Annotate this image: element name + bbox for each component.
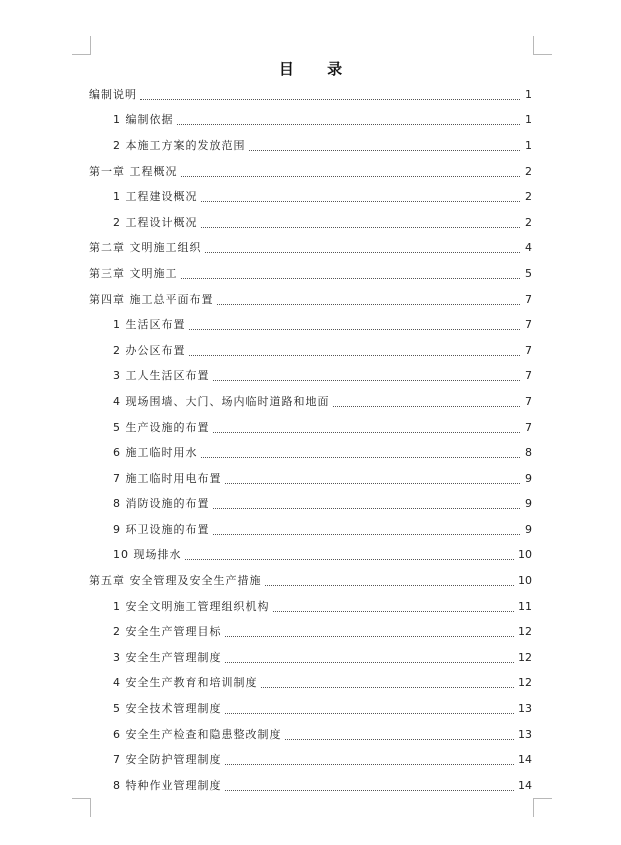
toc-entry-text: 4 安全生产教育和培训制度 xyxy=(113,676,258,690)
toc-entry-text: 2 安全生产管理目标 xyxy=(113,625,222,639)
toc-section-entry[interactable] xyxy=(89,389,532,415)
toc-entry-text: 1 生活区布置 xyxy=(113,318,186,332)
toc-section-entry[interactable] xyxy=(89,747,532,773)
toc-entry-text: 2 办公区布置 xyxy=(113,343,186,357)
toc-chapter-entry[interactable] xyxy=(89,261,532,287)
crop-mark-top-right xyxy=(533,36,552,55)
dot-leader xyxy=(201,446,521,458)
toc-page-number: 1 xyxy=(525,87,532,101)
toc-section-entry[interactable] xyxy=(89,645,532,671)
dot-leader xyxy=(201,190,521,202)
toc-entry-text: 2 工程设计概况 xyxy=(113,215,198,229)
toc-entry-text: 第三章 文明施工 xyxy=(89,266,178,280)
toc-section-entry[interactable] xyxy=(89,594,532,620)
toc-section-entry[interactable] xyxy=(89,440,532,466)
toc-chapter-entry[interactable] xyxy=(89,236,532,262)
toc-page-number: 7 xyxy=(525,343,532,357)
toc-section-entry[interactable] xyxy=(89,133,532,159)
toc-entry-text: 2 本施工方案的发放范围 xyxy=(113,138,246,152)
toc-page-number: 14 xyxy=(518,753,532,767)
toc-entry-text: 3 安全生产管理制度 xyxy=(113,650,222,664)
dot-leader xyxy=(333,395,521,407)
toc-page-number: 12 xyxy=(518,625,532,639)
toc-section-entry[interactable] xyxy=(89,671,532,697)
dot-leader xyxy=(189,344,521,356)
toc-entry-text: 3 工人生活区布置 xyxy=(113,369,210,383)
toc-section-entry[interactable] xyxy=(89,543,532,569)
dot-leader xyxy=(181,165,521,177)
toc-page-number: 10 xyxy=(518,574,532,588)
crop-mark-bottom-left xyxy=(72,798,91,817)
toc-entry-text: 第一章 工程概况 xyxy=(89,164,178,178)
toc-page-number: 12 xyxy=(518,650,532,664)
toc-page-number: 7 xyxy=(525,292,532,306)
dot-leader xyxy=(185,548,515,560)
dot-leader xyxy=(205,241,521,253)
table-of-contents xyxy=(89,82,532,799)
toc-entry-text: 5 安全技术管理制度 xyxy=(113,702,222,716)
toc-page-number: 2 xyxy=(525,190,532,204)
toc-entry-text: 1 编制依据 xyxy=(113,113,174,127)
toc-page-number: 9 xyxy=(525,497,532,511)
toc-section-entry[interactable] xyxy=(89,619,532,645)
crop-mark-top-left xyxy=(72,36,91,55)
dot-leader xyxy=(225,753,515,765)
toc-section-entry[interactable] xyxy=(89,312,532,338)
toc-section-entry[interactable] xyxy=(89,517,532,543)
toc-section-entry[interactable] xyxy=(89,696,532,722)
dot-leader xyxy=(140,88,520,100)
toc-page-number: 12 xyxy=(518,676,532,690)
dot-leader xyxy=(213,523,521,535)
toc-entry-text: 编制说明 xyxy=(89,87,137,101)
toc-section-entry[interactable] xyxy=(89,773,532,799)
toc-entry-text: 4 现场围墙、大门、场内临时道路和地面 xyxy=(113,394,330,408)
toc-page-number: 2 xyxy=(525,215,532,229)
toc-page-number: 1 xyxy=(525,138,532,152)
dot-leader xyxy=(225,651,515,663)
toc-chapter-entry[interactable] xyxy=(89,287,532,313)
toc-page-number: 14 xyxy=(518,778,532,792)
toc-page-number: 13 xyxy=(518,702,532,716)
toc-section-entry[interactable] xyxy=(89,338,532,364)
dot-leader xyxy=(181,267,521,279)
toc-section-entry[interactable] xyxy=(89,492,532,518)
dot-leader xyxy=(225,779,515,791)
toc-page-number: 7 xyxy=(525,394,532,408)
toc-page-number: 1 xyxy=(525,113,532,127)
toc-entry-text: 8 消防设施的布置 xyxy=(113,497,210,511)
toc-page-number: 7 xyxy=(525,369,532,383)
toc-entry-text: 6 安全生产检查和隐患整改制度 xyxy=(113,727,282,741)
dot-leader xyxy=(225,702,515,714)
toc-chapter-entry[interactable] xyxy=(89,568,532,594)
toc-section-entry[interactable] xyxy=(89,210,532,236)
toc-chapter-entry[interactable] xyxy=(89,159,532,185)
dot-leader xyxy=(225,625,515,637)
toc-entry-text: 6 施工临时用水 xyxy=(113,446,198,460)
toc-entry-text: 7 安全防护管理制度 xyxy=(113,753,222,767)
toc-entry-text: 10 现场排水 xyxy=(113,548,182,562)
toc-entry-text: 1 安全文明施工管理组织机构 xyxy=(113,599,270,613)
toc-section-entry[interactable] xyxy=(89,466,532,492)
toc-section-entry[interactable] xyxy=(89,364,532,390)
dot-leader xyxy=(217,293,521,305)
toc-entry-text: 第四章 施工总平面布置 xyxy=(89,292,214,306)
dot-leader xyxy=(273,600,515,612)
toc-section-entry[interactable] xyxy=(89,415,532,441)
toc-page-number: 8 xyxy=(525,446,532,460)
toc-entry-text: 第五章 安全管理及安全生产措施 xyxy=(89,574,262,588)
toc-page-number: 10 xyxy=(518,548,532,562)
toc-page-number: 7 xyxy=(525,420,532,434)
toc-page-number: 2 xyxy=(525,164,532,178)
toc-entry-text: 9 环卫设施的布置 xyxy=(113,522,210,536)
dot-leader xyxy=(213,497,521,509)
toc-page-number: 4 xyxy=(525,241,532,255)
toc-page-number: 7 xyxy=(525,318,532,332)
toc-page-number: 5 xyxy=(525,266,532,280)
toc-entry-text: 5 生产设施的布置 xyxy=(113,420,210,434)
crop-mark-bottom-right xyxy=(533,798,552,817)
toc-page-number: 9 xyxy=(525,471,532,485)
dot-leader xyxy=(213,369,521,381)
toc-entry-text: 8 特种作业管理制度 xyxy=(113,778,222,792)
dot-leader xyxy=(213,421,521,433)
toc-page-number: 11 xyxy=(518,599,532,613)
toc-page-number: 9 xyxy=(525,522,532,536)
toc-section-entry[interactable] xyxy=(89,184,532,210)
toc-page-number: 13 xyxy=(518,727,532,741)
dot-leader xyxy=(225,472,521,484)
dot-leader xyxy=(261,676,515,688)
toc-section-entry[interactable] xyxy=(89,108,532,134)
toc-chapter-entry[interactable] xyxy=(89,82,532,108)
dot-leader xyxy=(249,139,521,151)
toc-entry-text: 1 工程建设概况 xyxy=(113,190,198,204)
dot-leader xyxy=(285,728,515,740)
dot-leader xyxy=(177,113,521,125)
dot-leader xyxy=(201,216,521,228)
dot-leader xyxy=(189,318,521,330)
toc-section-entry[interactable] xyxy=(89,722,532,748)
toc-title: 目 录 xyxy=(278,60,357,78)
toc-entry-text: 7 施工临时用电布置 xyxy=(113,471,222,485)
dot-leader xyxy=(265,574,515,586)
toc-entry-text: 第二章 文明施工组织 xyxy=(89,241,202,255)
